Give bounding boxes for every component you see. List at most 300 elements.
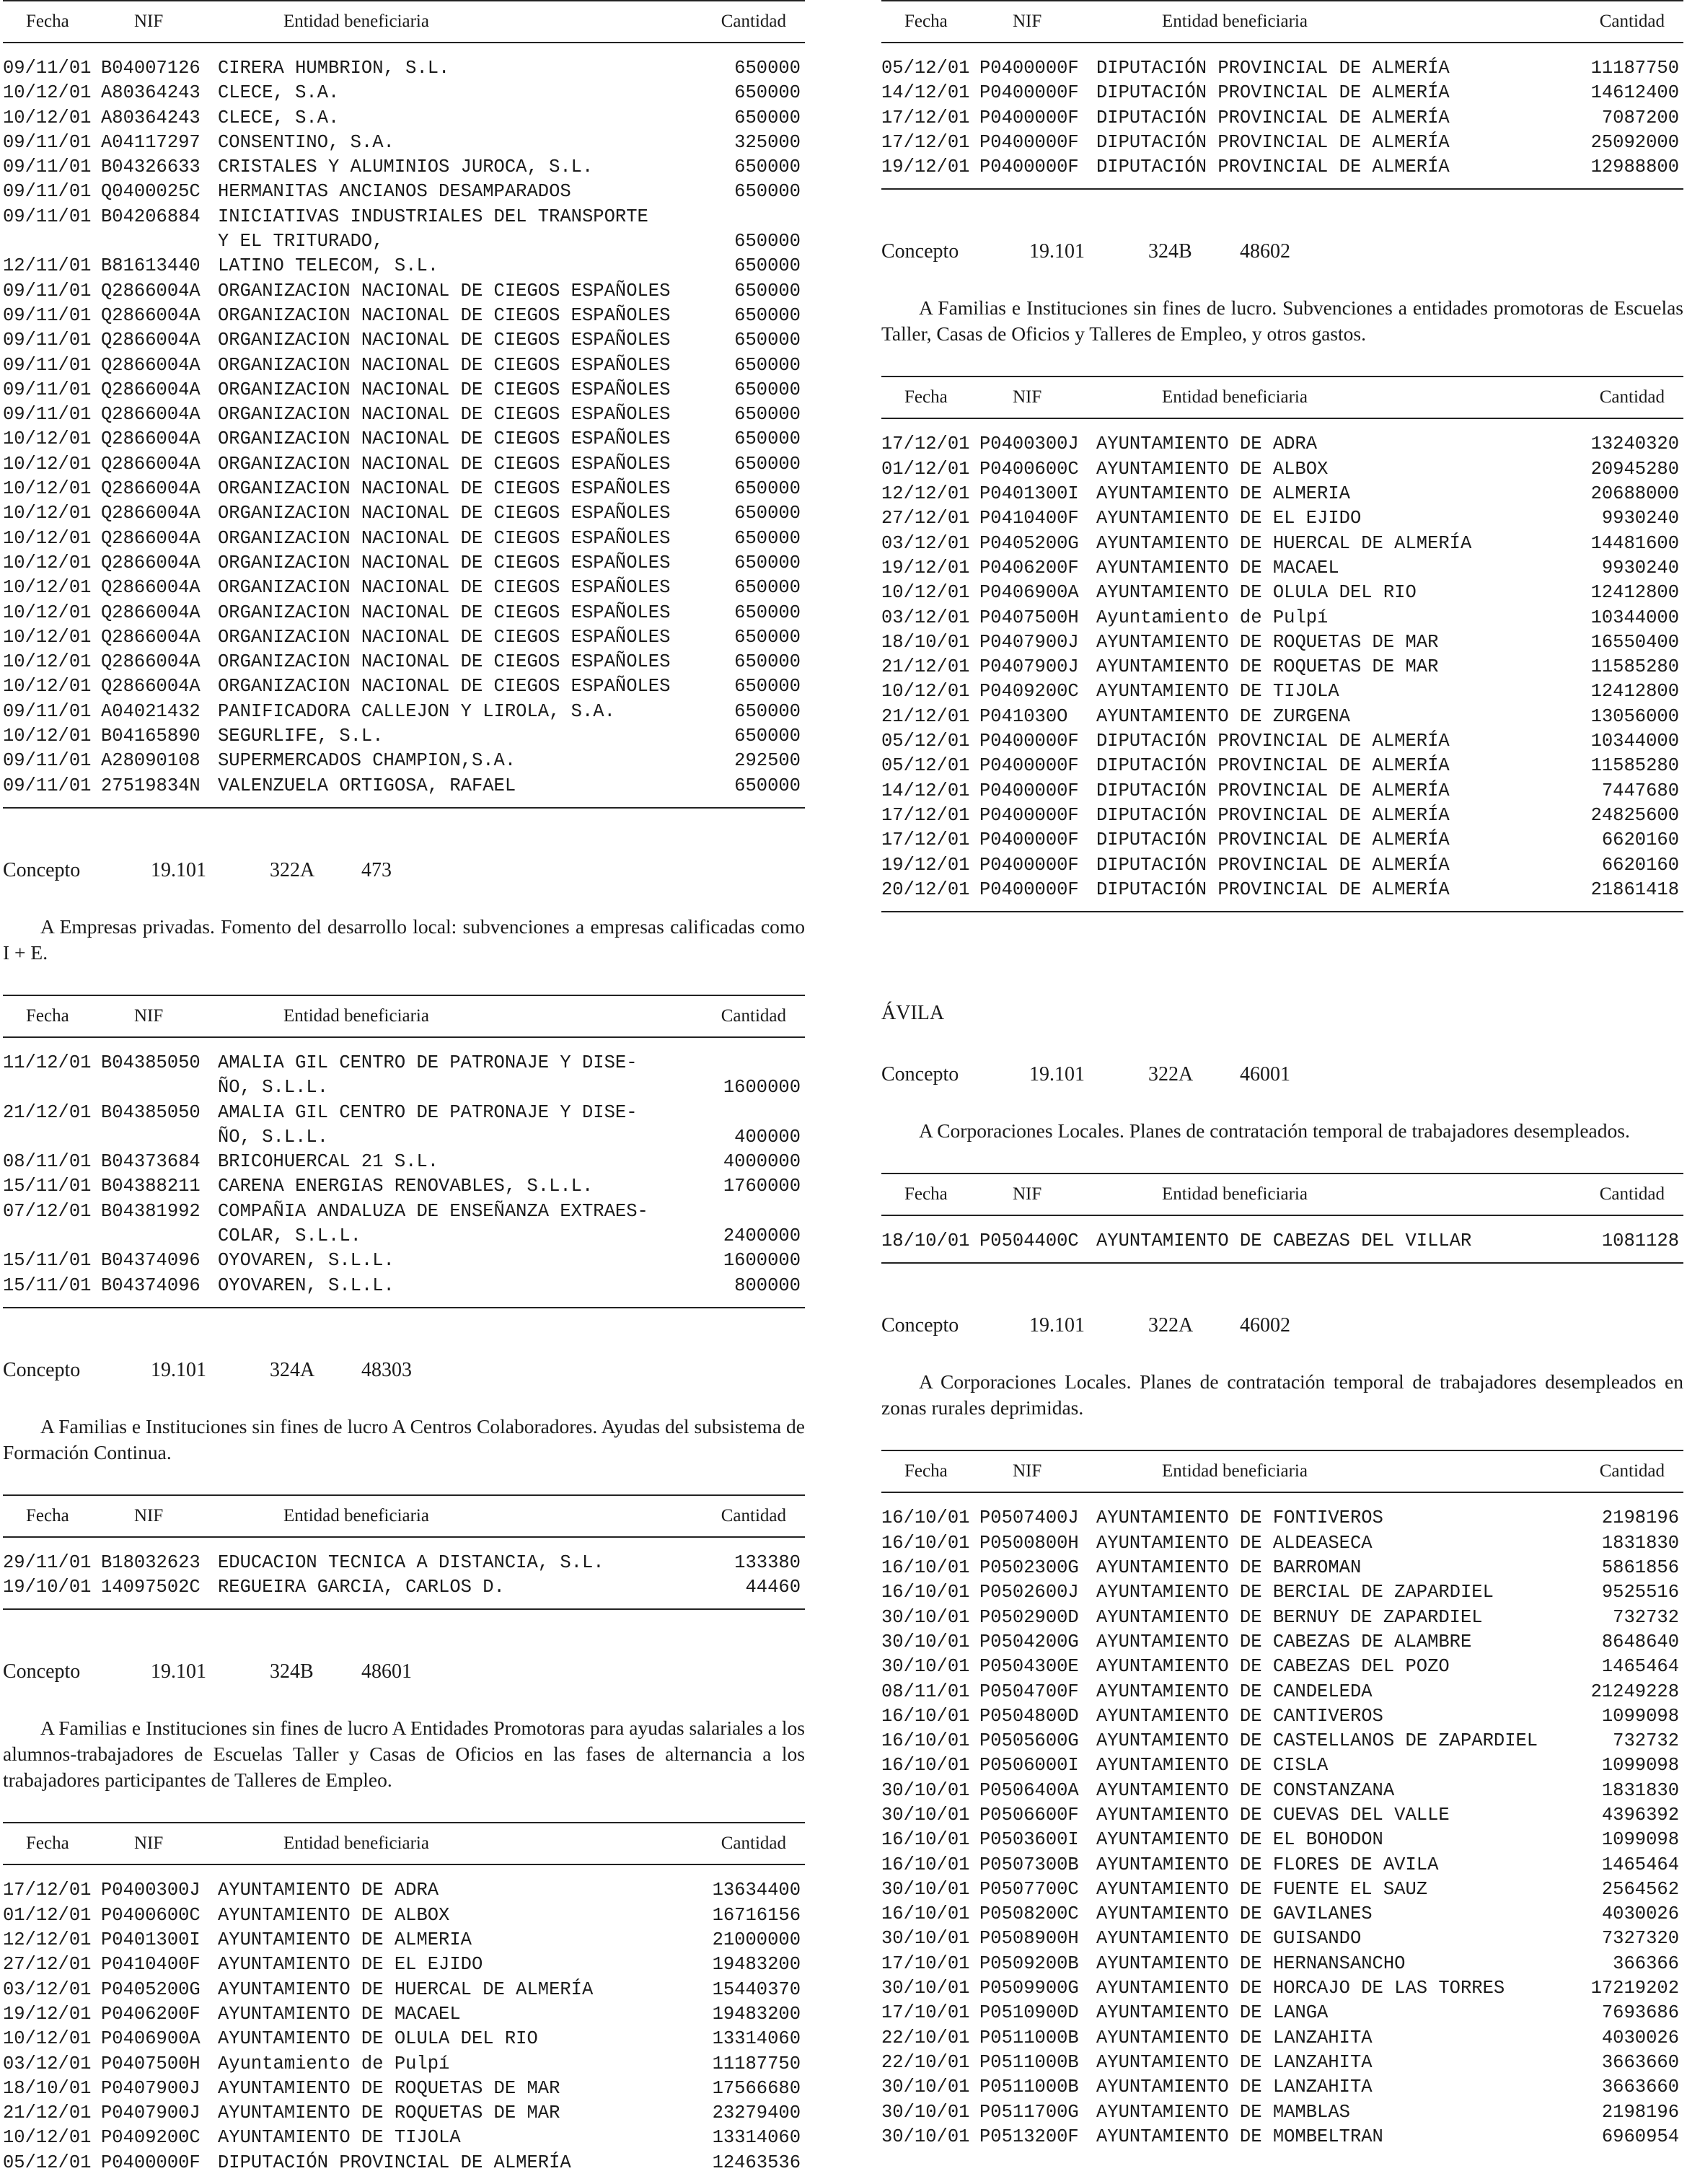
table-row [3, 1199, 805, 1224]
entity-cell: ORGANIZACION NACIONAL DE CIEGOS ESPAÑOLES [218, 428, 671, 450]
nif-cell: P0400000F [101, 2152, 201, 2173]
nif-cell: P0504300E [979, 1656, 1079, 1678]
table-row [3, 1051, 805, 1075]
entity-cell: CARENA ENERGIAS RENOVABLES, S.L.L. [218, 1176, 594, 1197]
date-cell: 19/10/01 [3, 1577, 92, 1598]
entity-cell: AYUNTAMIENTO DE BERCIAL DE ZAPARDIEL [1096, 1582, 1494, 1603]
concept-description: A Familias e Instituciones sin fines de lucro A Entidades Promotoras para ayudas salariales a los alumnos-trabajadores de Escuelas Taller y Casas de Oficios en las fases de alternancia a los trabajadores participantes de Talleres de Empleo. [3, 1717, 805, 1792]
nif-cell: P0401300I [979, 483, 1079, 505]
date-cell: 07/12/01 [3, 1200, 92, 1222]
nif-cell: P0400300J [979, 433, 1079, 455]
nif-cell: A80364243 [101, 107, 201, 128]
table-row [881, 1753, 1683, 1778]
table-body [3, 43, 805, 807]
nif-cell: P0508200C [979, 1903, 1079, 1925]
amount-cell: 13056000 [1590, 705, 1679, 727]
entity-cell: AYUNTAMIENTO DE LANGA [1096, 2002, 1329, 2024]
date-cell: 09/11/01 [3, 131, 92, 153]
entity-cell: AYUNTAMIENTO DE TIJOLA [1096, 681, 1339, 703]
table-row [3, 1551, 805, 1575]
nif-cell: B04326633 [101, 157, 201, 178]
date-cell: 10/12/01 [3, 453, 92, 475]
table-row [3, 427, 805, 452]
entity-cell: AYUNTAMIENTO DE FLORES DE AVILA [1096, 1854, 1439, 1875]
nif-cell: Q2866004A [101, 527, 201, 549]
nif-cell: P0503600I [979, 1829, 1079, 1851]
amount-cell: 25092000 [1590, 131, 1679, 153]
table-row [3, 1101, 805, 1125]
concept-article: 473 [361, 858, 392, 881]
nif-cell: P0506000I [979, 1755, 1079, 1776]
table-row [3, 2101, 805, 2126]
table-row [3, 328, 805, 353]
nif-cell: P0400000F [979, 131, 1079, 153]
table-row [881, 1630, 1683, 1655]
entity-cell: AYUNTAMIENTO DE HERNANSANCHO [1096, 1952, 1406, 1974]
beneficiaries-table [881, 0, 1683, 190]
date-cell: 16/10/01 [881, 1854, 970, 1875]
entity-cell: ORGANIZACION NACIONAL DE CIEGOS ESPAÑOLES [218, 404, 671, 426]
nif-cell: P0505600G [979, 1730, 1079, 1752]
table-row [881, 1506, 1683, 1531]
entity-cell: CIRERA HUMBRION, S.L. [218, 58, 450, 79]
entity-cell: AYUNTAMIENTO DE TIJOLA [218, 2127, 461, 2149]
date-cell: 09/11/01 [3, 775, 92, 796]
date-cell: 30/10/01 [881, 2077, 970, 2098]
table-row [3, 1075, 805, 1100]
table-header [3, 1, 805, 43]
concept-article: 48303 [361, 1358, 412, 1381]
entity-cell: ORGANIZACION NACIONAL DE CIEGOS ESPAÑOLES [218, 602, 671, 623]
amount-cell: 650000 [734, 231, 801, 252]
nif-cell: 14097502C [101, 1577, 201, 1598]
entity-cell: ORGANIZACION NACIONAL DE CIEGOS ESPAÑOLES [218, 280, 671, 301]
entity-cell: AYUNTAMIENTO DE MACAEL [218, 2003, 461, 2025]
nif-cell: P0407500H [101, 2053, 201, 2074]
concept-description: A Empresas privadas. Fomento del desarrollo local: subvenciones a empresas calificadas como I + E. [3, 915, 805, 964]
amount-cell: 16716156 [712, 1904, 801, 1926]
amount-cell: 12412800 [1590, 582, 1679, 604]
amount-cell: 12412800 [1590, 681, 1679, 703]
table-row [3, 279, 805, 304]
table-row [3, 650, 805, 674]
concept-program: 324A [270, 1358, 315, 1381]
amount-cell: 366366 [1613, 1952, 1679, 1974]
date-cell: 10/12/01 [3, 503, 92, 524]
date-cell: 15/11/01 [3, 1250, 92, 1272]
table-row [3, 674, 805, 699]
amount-cell: 1831830 [1601, 1779, 1679, 1801]
table-row [881, 532, 1683, 556]
date-cell: 10/12/01 [3, 2127, 92, 2149]
table-row [3, 724, 805, 749]
nif-cell: A04021432 [101, 700, 201, 722]
table-header [881, 1451, 1683, 1493]
amount-cell: 6620160 [1601, 829, 1679, 851]
nif-cell: 27519834N [101, 775, 201, 796]
table-row [881, 131, 1683, 155]
date-cell: 09/11/01 [3, 330, 92, 351]
entity-cell: Ayuntamiento de Pulpí [218, 2053, 450, 2074]
amount-cell: 650000 [734, 379, 801, 400]
amount-cell: 325000 [734, 131, 801, 153]
table-row [881, 457, 1683, 482]
amount-cell: 4396392 [1601, 1804, 1679, 1826]
entity-cell: INICIATIVAS INDUSTRIALES DEL TRANSPORTE [218, 206, 648, 227]
date-cell: 16/10/01 [881, 1903, 970, 1925]
entity-cell: OYOVAREN, S.L.L. [218, 1250, 395, 1272]
date-cell: 16/10/01 [881, 1532, 970, 1554]
entity-cell: AYUNTAMIENTO DE BERNUY DE ZAPARDIEL [1096, 1606, 1483, 1628]
header-cantidad: Cantidad [1599, 1461, 1665, 1481]
date-cell: 27/12/01 [881, 508, 970, 529]
amount-cell: 650000 [734, 602, 801, 623]
table-body [881, 1493, 1683, 2158]
nif-cell: P0507700C [979, 1878, 1079, 1900]
entity-cell: DIPUTACIÓN PROVINCIAL DE ALMERÍA [1096, 879, 1450, 900]
date-cell: 18/10/01 [881, 1230, 970, 1252]
entity-cell: Y EL TRITURADO, [218, 231, 384, 252]
amount-cell: 650000 [734, 651, 801, 673]
table-body [3, 1865, 805, 2184]
table-row [3, 625, 805, 650]
table-row [3, 106, 805, 131]
table-header [3, 996, 805, 1038]
table-row [3, 180, 805, 204]
amount-cell: 133380 [734, 1551, 801, 1573]
date-cell: 09/11/01 [3, 750, 92, 772]
entity-cell: HERMANITAS ANCIANOS DESAMPARADOS [218, 181, 571, 203]
amount-cell: 13314060 [712, 2028, 801, 2050]
date-cell: 11/12/01 [3, 1052, 92, 1073]
nif-cell: P0409200C [101, 2127, 201, 2149]
nif-cell: P0406900A [101, 2028, 201, 2050]
amount-cell: 2198196 [1601, 1507, 1679, 1529]
entity-cell: EDUCACION TECNICA A DISTANCIA, S.L. [218, 1551, 604, 1573]
amount-cell: 650000 [734, 503, 801, 524]
table-row [3, 2052, 805, 2077]
nif-cell: P0502900D [979, 1606, 1079, 1628]
entity-cell: ÑO, S.L.L. [218, 1077, 329, 1098]
entity-cell: AYUNTAMIENTO DE ALDEASECA [1096, 1532, 1373, 1554]
amount-cell: 650000 [734, 330, 801, 351]
header-nif: NIF [1013, 12, 1042, 31]
amount-cell: 13314060 [712, 2127, 801, 2149]
amount-cell: 650000 [734, 527, 801, 549]
nif-cell: B04388211 [101, 1176, 201, 1197]
amount-cell: 732732 [1613, 1606, 1679, 1628]
table-row [3, 254, 805, 278]
amount-cell: 11585280 [1590, 755, 1679, 777]
date-cell: 09/11/01 [3, 206, 92, 227]
date-cell: 09/11/01 [3, 181, 92, 203]
table-row [881, 1853, 1683, 1877]
header-nif: NIF [134, 1005, 164, 1026]
entity-cell: ORGANIZACION NACIONAL DE CIEGOS ESPAÑOLES [218, 676, 671, 697]
date-cell: 30/10/01 [881, 2101, 970, 2123]
nif-cell: P0510900D [979, 2002, 1079, 2024]
concept-article: 48602 [1240, 240, 1290, 263]
amount-cell: 20945280 [1590, 458, 1679, 480]
amount-cell: 14481600 [1590, 532, 1679, 554]
header-fecha: Fecha [904, 12, 948, 31]
entity-cell: LATINO TELECOM, S.L. [218, 255, 439, 277]
nif-cell: Q2866004A [101, 577, 201, 599]
entity-cell: AYUNTAMIENTO DE ADRA [1096, 433, 1318, 455]
date-cell: 09/11/01 [3, 379, 92, 400]
nif-cell: P0400600C [979, 458, 1079, 480]
entity-cell: ORGANIZACION NACIONAL DE CIEGOS ESPAÑOLES [218, 354, 671, 376]
table-row [881, 1828, 1683, 1852]
entity-cell: DIPUTACIÓN PROVINCIAL DE ALMERÍA [1096, 829, 1450, 851]
date-cell: 09/11/01 [3, 280, 92, 301]
nif-cell: Q2866004A [101, 676, 201, 697]
nif-cell: P0407900J [101, 2102, 201, 2124]
nif-cell: Q2866004A [101, 503, 201, 524]
entity-cell: DIPUTACIÓN PROVINCIAL DE ALMERÍA [1096, 755, 1450, 777]
table-row [3, 477, 805, 501]
date-cell: 14/12/01 [881, 82, 970, 104]
header-entidad: Entidad beneficiaria [283, 1505, 429, 1525]
date-cell: 16/10/01 [881, 1829, 970, 1851]
date-cell: 17/12/01 [3, 1880, 92, 1901]
concept-line [3, 1356, 805, 1385]
concept-label: Concepto [3, 858, 81, 881]
date-cell: 17/12/01 [881, 131, 970, 153]
table-row [881, 779, 1683, 803]
nif-cell: P0502600J [979, 1582, 1079, 1603]
date-cell: 10/12/01 [3, 107, 92, 128]
nif-cell: P0400000F [979, 854, 1079, 876]
table-body [881, 419, 1683, 911]
concept-line [3, 1657, 805, 1686]
nif-cell: P0506600F [979, 1804, 1079, 1826]
table-row [881, 2075, 1683, 2100]
date-cell: 03/12/01 [3, 2053, 92, 2074]
date-cell: 12/12/01 [881, 483, 970, 505]
amount-cell: 650000 [734, 478, 801, 500]
table-row [881, 1779, 1683, 1803]
entity-cell: Ayuntamiento de Pulpí [1096, 607, 1329, 628]
date-cell: 05/12/01 [881, 731, 970, 752]
nif-cell: P0507400J [979, 1507, 1079, 1529]
table-row [881, 853, 1683, 878]
table-row [881, 2051, 1683, 2075]
date-cell: 20/12/01 [881, 879, 970, 900]
date-cell: 10/12/01 [3, 651, 92, 673]
amount-cell: 11187750 [1590, 58, 1679, 79]
entity-cell: AYUNTAMIENTO DE CANTIVEROS [1096, 1705, 1383, 1727]
table-body [3, 1538, 805, 1609]
table-row [3, 2002, 805, 2027]
amount-cell: 732732 [1613, 1730, 1679, 1752]
entity-cell: AYUNTAMIENTO DE MOMBELTRAN [1096, 2126, 1383, 2147]
entity-cell: AYUNTAMIENTO DE GAVILANES [1096, 1903, 1373, 1925]
table-row [881, 155, 1683, 180]
header-entidad: Entidad beneficiaria [1162, 1184, 1308, 1205]
amount-cell: 7087200 [1601, 107, 1679, 128]
table-row [881, 2100, 1683, 2125]
date-cell: 30/10/01 [881, 1804, 970, 1826]
entity-cell: PANIFICADORA CALLEJON Y LIROLA, S.A. [218, 700, 615, 722]
table-row [881, 581, 1683, 605]
entity-cell: AYUNTAMIENTO DE EL BOHODON [1096, 1829, 1383, 1851]
concept-code: 19.101 [151, 858, 206, 881]
nif-cell: Q2866004A [101, 478, 201, 500]
amount-cell: 6960954 [1601, 2126, 1679, 2147]
table-row [3, 229, 805, 254]
nif-cell: P0406200F [979, 557, 1079, 578]
table-row [3, 551, 805, 576]
amount-cell: 8648640 [1601, 1631, 1679, 1652]
nif-cell: Q2866004A [101, 280, 201, 301]
table-row [3, 700, 805, 724]
date-cell: 27/12/01 [3, 1954, 92, 1976]
date-cell: 10/12/01 [3, 626, 92, 648]
table-row [3, 81, 805, 105]
concept-code: 19.101 [1029, 1063, 1085, 1086]
nif-cell: P0400000F [979, 157, 1079, 178]
nif-cell: B81613440 [101, 255, 201, 277]
amount-cell: 2564562 [1601, 1878, 1679, 1900]
date-cell: 19/12/01 [881, 557, 970, 578]
date-cell: 14/12/01 [881, 780, 970, 801]
left-column [3, 0, 805, 2184]
table-row [3, 452, 805, 477]
table-row [881, 655, 1683, 679]
header-nif: NIF [1013, 387, 1042, 408]
table-row [3, 1224, 805, 1249]
entity-cell: ORGANIZACION NACIONAL DE CIEGOS ESPAÑOLES [218, 304, 671, 326]
amount-cell: 14612400 [1590, 82, 1679, 104]
entity-cell: AYUNTAMIENTO DE ALBOX [1096, 458, 1329, 480]
amount-cell: 19483200 [712, 2003, 801, 2025]
entity-cell: AYUNTAMIENTO DE EL EJIDO [218, 1954, 483, 1976]
table-row [3, 1903, 805, 1928]
beneficiaries-table [881, 376, 1683, 912]
amount-cell: 9930240 [1601, 557, 1679, 578]
header-fecha: Fecha [904, 1184, 948, 1205]
header-fecha: Fecha [26, 1833, 69, 1854]
nif-cell: Q2866004A [101, 304, 201, 326]
table-row [3, 1928, 805, 1952]
amount-cell: 650000 [734, 280, 801, 301]
entity-cell: DIPUTACIÓN PROVINCIAL DE ALMERÍA [1096, 731, 1450, 752]
table-row [881, 56, 1683, 81]
header-entidad: Entidad beneficiaria [283, 12, 429, 31]
concept-label: Concepto [881, 1314, 959, 1337]
concept-code: 19.101 [151, 1358, 206, 1381]
header-nif: NIF [134, 12, 164, 31]
table-row [3, 601, 805, 625]
date-cell: 30/10/01 [881, 1779, 970, 1801]
entity-cell: AYUNTAMIENTO DE CABEZAS DE ALAMBRE [1096, 1631, 1472, 1652]
amount-cell: 7447680 [1601, 780, 1679, 801]
nif-cell: Q2866004A [101, 552, 201, 573]
amount-cell: 3663660 [1601, 2077, 1679, 2098]
header-cantidad: Cantidad [1599, 12, 1665, 31]
nif-cell: B04206884 [101, 206, 201, 227]
entity-cell: AYUNTAMIENTO DE LANZAHITA [1096, 2051, 1373, 2073]
header-cantidad: Cantidad [721, 1505, 786, 1525]
entity-cell: ORGANIZACION NACIONAL DE CIEGOS ESPAÑOLES [218, 527, 671, 549]
entity-cell: CLECE, S.A. [218, 107, 340, 128]
table-row [3, 576, 805, 600]
header-nif: NIF [134, 1505, 164, 1525]
nif-cell: P0511000B [979, 2051, 1079, 2073]
nif-cell: P0504700F [979, 1681, 1079, 1702]
entity-cell: ORGANIZACION NACIONAL DE CIEGOS ESPAÑOLES [218, 453, 671, 475]
date-cell: 08/11/01 [881, 1681, 970, 1702]
nif-cell: P0400300J [101, 1880, 201, 1901]
date-cell: 09/11/01 [3, 58, 92, 79]
nif-cell: P0406900A [979, 582, 1079, 604]
nif-cell: P0400000F [979, 731, 1079, 752]
nif-cell: P0504200G [979, 1631, 1079, 1652]
date-cell: 15/11/01 [3, 1274, 92, 1296]
date-cell: 17/12/01 [881, 804, 970, 826]
table-row [3, 402, 805, 427]
table-row [881, 482, 1683, 506]
date-cell: 05/12/01 [881, 58, 970, 79]
table-row [3, 1878, 805, 1903]
table-row [3, 749, 805, 773]
date-cell: 10/12/01 [881, 582, 970, 604]
date-cell: 05/12/01 [3, 2152, 92, 2173]
table-row [3, 2151, 805, 2175]
entity-cell: AYUNTAMIENTO DE ALMERIA [1096, 483, 1350, 505]
nif-cell: P0508900H [979, 1928, 1079, 1950]
table-row [881, 106, 1683, 131]
table-row [3, 131, 805, 155]
table-row [881, 1229, 1683, 1254]
entity-cell: AYUNTAMIENTO DE CASTELLANOS DE ZAPARDIEL [1096, 1730, 1538, 1752]
table-row [3, 1150, 805, 1174]
nif-cell: P041030O [979, 705, 1068, 727]
entity-cell: AYUNTAMIENTO DE HORCAJO DE LAS TORRES [1096, 1978, 1505, 1999]
entity-cell: AMALIA GIL CENTRO DE PATRONAJE Y DISE- [218, 1101, 638, 1123]
entity-cell: AYUNTAMIENTO DE MAMBLAS [1096, 2101, 1350, 2123]
date-cell: 22/10/01 [881, 2027, 970, 2048]
amount-cell: 21249228 [1590, 1681, 1679, 1702]
amount-cell: 1099098 [1601, 1829, 1679, 1851]
table-row [3, 353, 805, 378]
table-row [881, 2026, 1683, 2051]
entity-cell: DIPUTACIÓN PROVINCIAL DE ALMERÍA [1096, 157, 1450, 178]
date-cell: 10/12/01 [3, 676, 92, 697]
nif-cell: P0405200G [979, 532, 1079, 554]
nif-cell: P0511000B [979, 2077, 1079, 2098]
concept-line [881, 237, 1683, 266]
entity-cell: ORGANIZACION NACIONAL DE CIEGOS ESPAÑOLES [218, 651, 671, 673]
amount-cell: 12463536 [712, 2152, 801, 2173]
amount-cell: 5861856 [1601, 1557, 1679, 1579]
date-cell: 17/10/01 [881, 1952, 970, 1974]
entity-cell: AYUNTAMIENTO DE CISLA [1096, 1755, 1329, 1776]
amount-cell: 1099098 [1601, 1755, 1679, 1776]
date-cell: 17/10/01 [881, 2002, 970, 2024]
entity-cell: AYUNTAMIENTO DE CANDELEDA [1096, 1681, 1373, 1702]
entity-cell: CLECE, S.A. [218, 82, 340, 104]
entity-cell: COMPAÑIA ANDALUZA DE ENSEÑANZA EXTRAES- [218, 1200, 648, 1222]
table-row [881, 2001, 1683, 2025]
table-header [3, 1823, 805, 1865]
amount-cell: 21000000 [712, 1929, 801, 1951]
concept-program: 322A [1148, 1063, 1194, 1086]
table-row [3, 205, 805, 229]
date-cell: 10/12/01 [3, 2028, 92, 2050]
amount-cell: 24825600 [1590, 804, 1679, 826]
